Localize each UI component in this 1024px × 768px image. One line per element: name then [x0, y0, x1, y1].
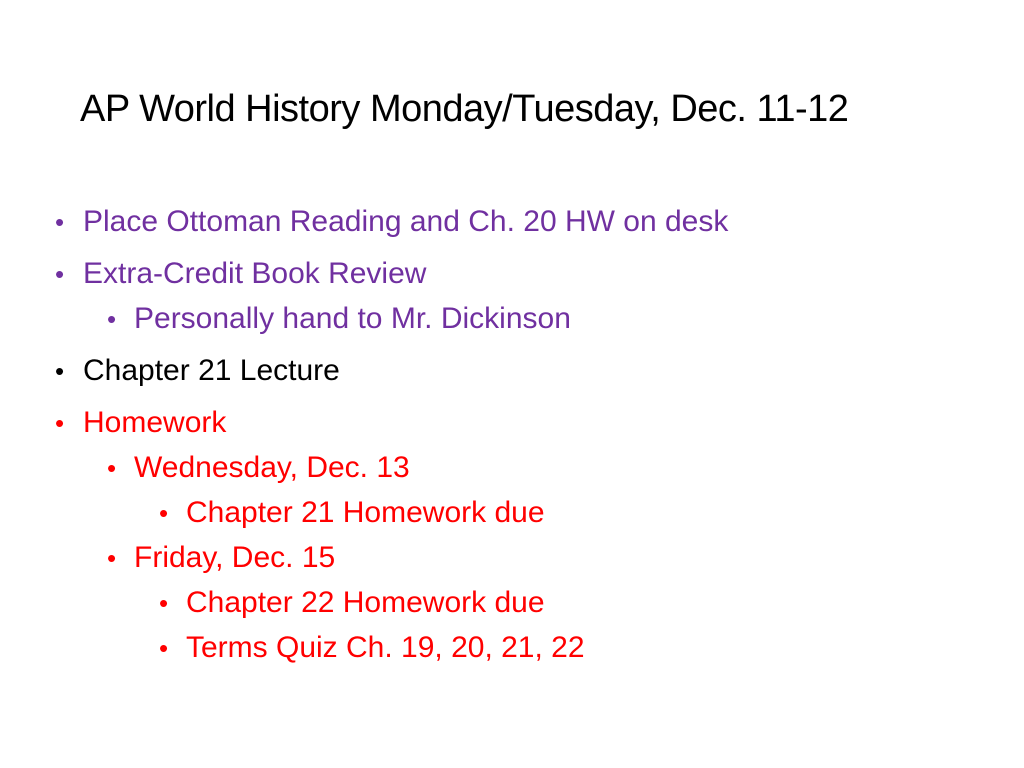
sub-bullet-wednesday [55, 450, 995, 486]
sub-sub-bullet-terms-quiz [55, 630, 995, 666]
bullet-icon: • [107, 453, 117, 483]
bullet-icon: • [159, 633, 169, 663]
bullet-item-homework [55, 405, 995, 441]
slide-title: AP World History Monday/Tuesday, Dec. 11-12 [80, 88, 849, 130]
bullet-text: Chapter 21 Lecture [83, 354, 340, 387]
bullet-icon: • [55, 207, 65, 237]
bullet-text: Chapter 21 Homework due [186, 496, 545, 529]
bullet-text: Homework [83, 406, 227, 439]
bullet-item-extra-credit [55, 256, 995, 292]
bullet-text: Extra-Credit Book Review [83, 257, 427, 290]
bullet-text: Personally hand to Mr. Dickinson [134, 302, 571, 335]
bullet-icon: • [159, 498, 169, 528]
bullet-text: Terms Quiz Ch. 19, 20, 21, 22 [186, 631, 585, 664]
bullet-text: Chapter 22 Homework due [186, 586, 545, 619]
bullet-icon: • [55, 356, 65, 386]
bullet-icon: • [107, 304, 117, 334]
bullet-list [55, 204, 995, 666]
sub-bullet-hand-to-dickinson [55, 301, 995, 337]
bullet-icon: • [159, 588, 169, 618]
bullet-text: Place Ottoman Reading and Ch. 20 HW on desk [83, 205, 729, 238]
bullet-item-place-ottoman-reading [55, 204, 995, 240]
bullet-item-chapter-21-lecture [55, 353, 995, 389]
bullet-icon: • [55, 408, 65, 438]
bullet-text: Wednesday, Dec. 13 [134, 451, 410, 484]
sub-sub-bullet-ch22-homework [55, 585, 995, 621]
bullet-icon: • [55, 259, 65, 289]
bullet-icon: • [107, 543, 117, 573]
bullet-text: Friday, Dec. 15 [134, 541, 336, 574]
sub-sub-bullet-ch21-homework [55, 495, 995, 531]
sub-bullet-friday [55, 540, 995, 576]
